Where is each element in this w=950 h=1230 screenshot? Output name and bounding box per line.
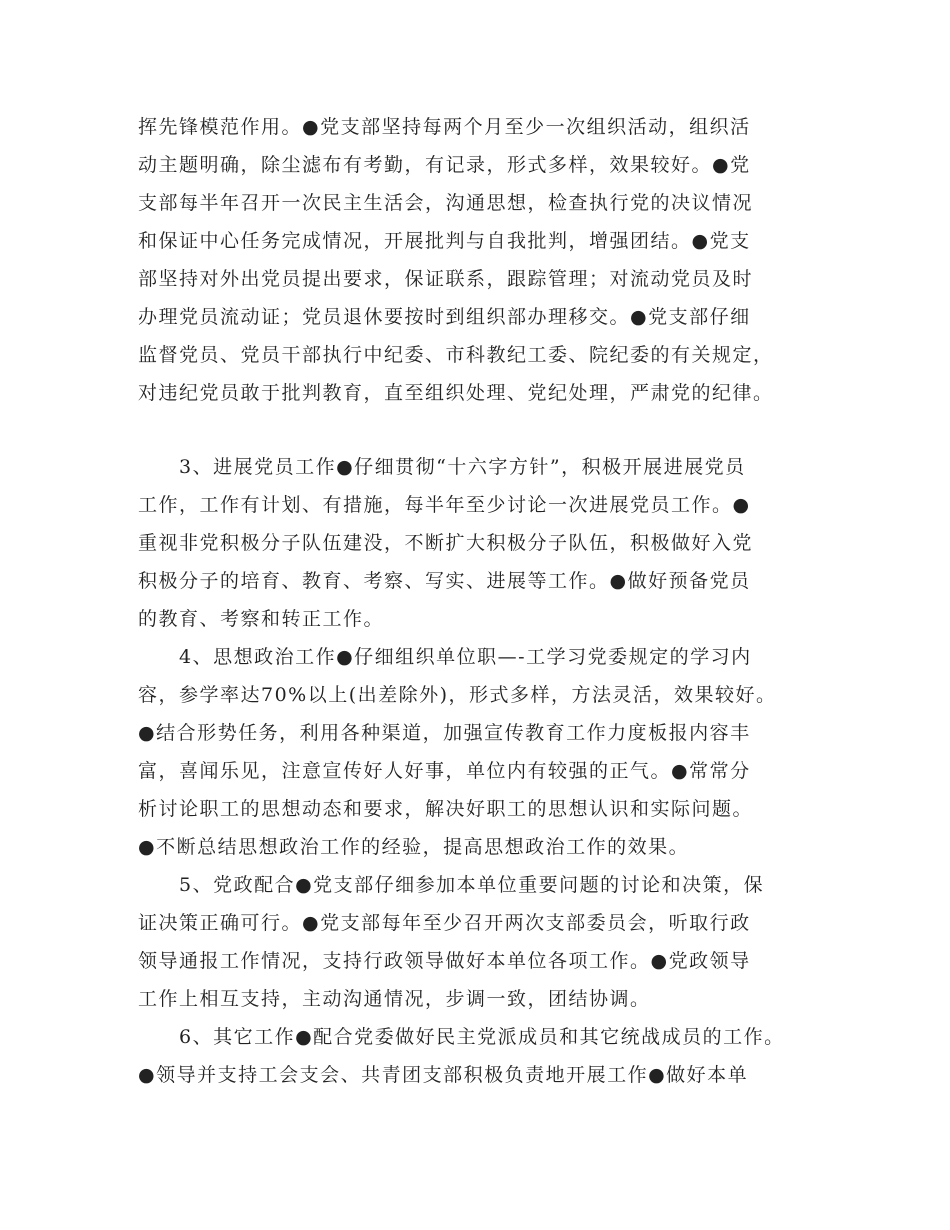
text-line: 工作上相互支持，主动沟通情况，步调一致，团结协调。	[138, 988, 651, 1010]
text-line: 挥先锋模范作用。●党支部坚持每两个月至少一次组织活动，组织活	[138, 116, 751, 138]
document-body	[138, 108, 818, 1094]
text-line: 积极分子的培育、教育、考察、写实、进展等工作。●做好预备党员	[138, 570, 751, 592]
text-line: 对违纪党员敢于批判教育，直至组织处理、党纪处理，严肃党的纪律。	[138, 382, 774, 404]
text-line: 监督党员、党员干部执行中纪委、市科教纪工委、院纪委的有关规定，	[138, 344, 774, 366]
text-line: 容，参学率达70%以上(出差除外)，形式多样，方法灵活，效果较好。	[138, 684, 777, 706]
section-heading-line: 5、党政配合●党支部仔细参加本单位重要问题的讨论和决策，保	[138, 874, 765, 896]
text-line: 部坚持对外出党员提出要求，保证联系，跟踪管理；对流动党员及时	[138, 268, 754, 290]
text-line: ●领导并支持工会支会、共青团支部积极负责地开展工作●做好本单	[138, 1064, 749, 1086]
text-line: 富，喜闻乐见，注意宣传好人好事，单位内有较强的正气。●常常分	[138, 760, 751, 782]
text-line: 领导通报工作情况，支持行政领导做好本单位各项工作。●党政领导	[138, 950, 751, 972]
text-line: ●不断总结思想政治工作的经验，提高思想政治工作的效果。	[138, 836, 690, 858]
section-heading-line: 4、思想政治工作●仔细组织单位职—-工学习党委规定的学习内	[138, 646, 752, 668]
text-line: ●结合形势任务，利用各种渠道，加强宣传教育工作力度板报内容丰	[138, 722, 751, 744]
section-heading-line: 3、进展党员工作●仔细贯彻“十六字方针”，积极开展进展党员	[138, 456, 746, 478]
text-line: 工作，工作有计划、有措施，每半年至少讨论一次进展党员工作。●	[138, 494, 751, 516]
text-line: 动主题明确，除尘滤布有考勤，有记录，形式多样，效果较好。●党	[138, 154, 751, 176]
section-heading-line: 6、其它工作●配合党委做好民主党派成员和其它统战成员的工作。	[138, 1026, 785, 1048]
paragraph-gap	[138, 412, 818, 448]
text-line: 析讨论职工的思想动态和要求，解决好职工的思想认识和实际问题。	[138, 798, 754, 820]
text-line: 支部每半年召开一次民主生活会，沟通思想，检查执行党的决议情况	[138, 192, 754, 214]
text-line: 证决策正确可行。●党支部每年至少召开两次支部委员会，听取行政	[138, 912, 751, 934]
text-line: 重视非党积极分子队伍建没，不断扩大积极分子队伍，积极做好入党	[138, 532, 754, 554]
text-line: 的教育、考察和转正工作。	[138, 608, 385, 630]
text-line: 和保证中心任务完成情况，开展批判与自我批判，增强团结。●党支	[138, 230, 751, 252]
text-line: 办理党员流动证；党员退休要按时到组织部办理移交。●党支部仔细	[138, 306, 751, 328]
